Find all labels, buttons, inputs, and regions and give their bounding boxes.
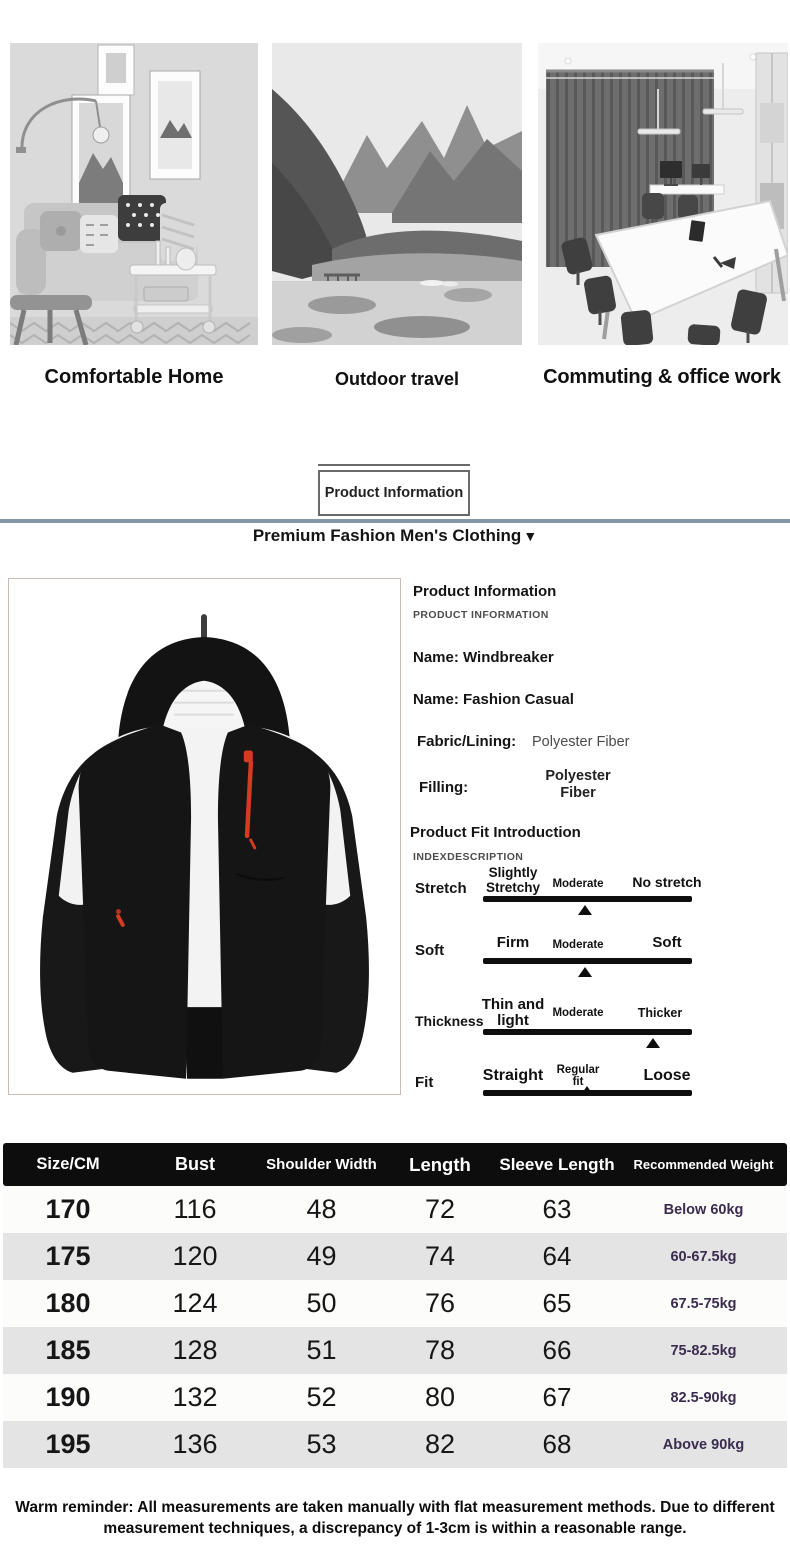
jacket-illustration	[9, 579, 400, 1094]
scale-label: Soft	[415, 942, 445, 959]
scale-option: Moderate	[552, 878, 604, 890]
fit-scale-row-stretch	[410, 860, 720, 924]
scale-option: Slightly Stretchy	[485, 865, 541, 895]
cell-bust: 128	[172, 1335, 218, 1365]
category-title: Premium Fashion Men's Clothing	[252, 526, 522, 545]
column-header: Sleeve Length	[499, 1154, 615, 1174]
scale-label: Thickness	[415, 1013, 484, 1029]
product-information-button-label: Product Information	[324, 485, 464, 501]
scene-caption-outdoor: Outdoor travel	[334, 369, 459, 389]
cell-bust: 124	[172, 1288, 218, 1318]
cell-shoulder: 51	[306, 1335, 337, 1365]
cell-weight: Below 60kg	[663, 1201, 744, 1218]
column-header: Size/CM	[36, 1155, 100, 1173]
cell-length: 78	[424, 1335, 456, 1365]
cell-size: 175	[45, 1241, 91, 1271]
fit-scale-row-fit	[410, 1062, 720, 1114]
size-table	[3, 1143, 787, 1468]
table-row	[3, 1233, 787, 1280]
section-divider	[0, 519, 790, 523]
size-table-header	[3, 1143, 787, 1186]
cell-weight: 67.5-75kg	[670, 1295, 737, 1312]
filling-label: Filling:	[419, 779, 469, 796]
office-scene-illustration	[538, 43, 788, 345]
cell-length: 80	[424, 1382, 456, 1412]
scale-label: Fit	[415, 1074, 434, 1091]
cell-size: 190	[45, 1382, 91, 1412]
scale-option: No stretch	[632, 874, 702, 890]
scale-label: Stretch	[415, 880, 467, 897]
scale-option: Soft	[652, 934, 682, 951]
product-info-heading: Product Information	[413, 583, 557, 600]
cell-bust: 120	[172, 1241, 218, 1271]
cell-weight: 82.5-90kg	[670, 1389, 737, 1406]
table-row	[3, 1186, 787, 1233]
cell-bust: 116	[173, 1194, 217, 1224]
scale-option: Thin and light	[481, 996, 545, 1030]
cell-shoulder: 52	[306, 1382, 337, 1412]
home-scene-photo	[10, 43, 258, 345]
cell-bust: 132	[172, 1382, 218, 1412]
cell-bust: 136	[172, 1429, 218, 1459]
fit-section-heading: Product Fit Introduction	[410, 824, 581, 841]
category-dropdown[interactable]	[0, 526, 790, 546]
column-header: Length	[409, 1153, 471, 1175]
cell-weight: 60-67.5kg	[670, 1248, 737, 1265]
button-top-rule	[318, 464, 470, 466]
product-information-button[interactable]	[318, 464, 470, 516]
scale-option: Thicker	[637, 1006, 683, 1020]
filling-value: Polyester Fiber	[545, 768, 611, 802]
marker-triangle-icon	[580, 1086, 594, 1096]
product-image-jacket	[8, 578, 401, 1095]
fit-scale-row-thickness	[410, 995, 720, 1057]
scene-caption-office: Commuting & office work	[543, 366, 781, 388]
marker-triangle-icon	[578, 967, 592, 977]
column-header: Recommended Weight	[633, 1157, 774, 1172]
cell-shoulder: 50	[306, 1288, 337, 1318]
cell-length: 72	[424, 1194, 456, 1224]
cell-sleeve: 67	[542, 1382, 572, 1412]
cell-length: 82	[424, 1429, 456, 1459]
cell-size: 180	[45, 1288, 91, 1318]
cell-sleeve: 65	[542, 1288, 572, 1318]
chevron-down-icon: ▼	[523, 528, 538, 544]
scale-bar	[483, 958, 692, 964]
marker-triangle-icon	[646, 1038, 660, 1048]
scale-option: Straight	[482, 1067, 544, 1084]
fit-scale-row-soft	[410, 930, 720, 980]
warm-reminder-note: Warm reminder: All measurements are taken manually with flat measurement methods. Due to different measurement techniques, a discrepancy of 1-3cm is within a reasonable range.	[15, 1499, 775, 1538]
cell-sleeve: 64	[542, 1241, 572, 1271]
fabric-label: Fabric/Lining:	[417, 733, 517, 750]
table-row	[3, 1280, 787, 1327]
cell-length: 76	[424, 1288, 456, 1318]
cell-shoulder: 48	[306, 1194, 337, 1224]
table-row	[3, 1421, 787, 1468]
cell-weight: 75-82.5kg	[670, 1342, 737, 1359]
cell-shoulder: 49	[306, 1241, 337, 1271]
marker-triangle-icon	[578, 905, 592, 915]
outdoor-scene-photo	[272, 43, 522, 345]
cell-size: 185	[45, 1335, 91, 1365]
table-row	[3, 1374, 787, 1421]
scale-option: Loose	[643, 1067, 691, 1084]
cell-size: 195	[45, 1429, 91, 1459]
cell-length: 74	[424, 1241, 456, 1271]
fit-section-subheading: INDEXDESCRIPTION	[413, 851, 524, 863]
product-name-line: Name: Windbreaker	[413, 649, 554, 666]
cell-sleeve: 68	[542, 1429, 572, 1459]
scale-option: Firm	[496, 934, 530, 951]
outdoor-scene-illustration	[272, 43, 522, 345]
table-row	[3, 1327, 787, 1374]
cell-size: 170	[45, 1194, 91, 1224]
scale-option: Moderate	[552, 1007, 604, 1019]
cell-weight: Above 90kg	[662, 1436, 745, 1453]
cell-sleeve: 66	[542, 1335, 572, 1365]
cell-sleeve: 63	[542, 1194, 572, 1224]
home-scene-illustration	[10, 43, 258, 345]
cell-shoulder: 53	[306, 1429, 337, 1459]
product-info-subheading: PRODUCT INFORMATION	[413, 609, 549, 621]
scale-option: Moderate	[552, 939, 604, 951]
scale-bar	[483, 1029, 692, 1035]
fabric-value: Polyester Fiber	[532, 734, 630, 750]
office-scene-photo	[538, 43, 788, 345]
column-header: Shoulder Width	[266, 1156, 377, 1173]
column-header: Bust	[175, 1154, 215, 1174]
scene-caption-home: Comfortable Home	[44, 366, 224, 388]
scale-bar	[483, 896, 692, 902]
product-style-line: Name: Fashion Casual	[413, 691, 574, 708]
scale-option: Regular fit	[556, 1064, 600, 1089]
